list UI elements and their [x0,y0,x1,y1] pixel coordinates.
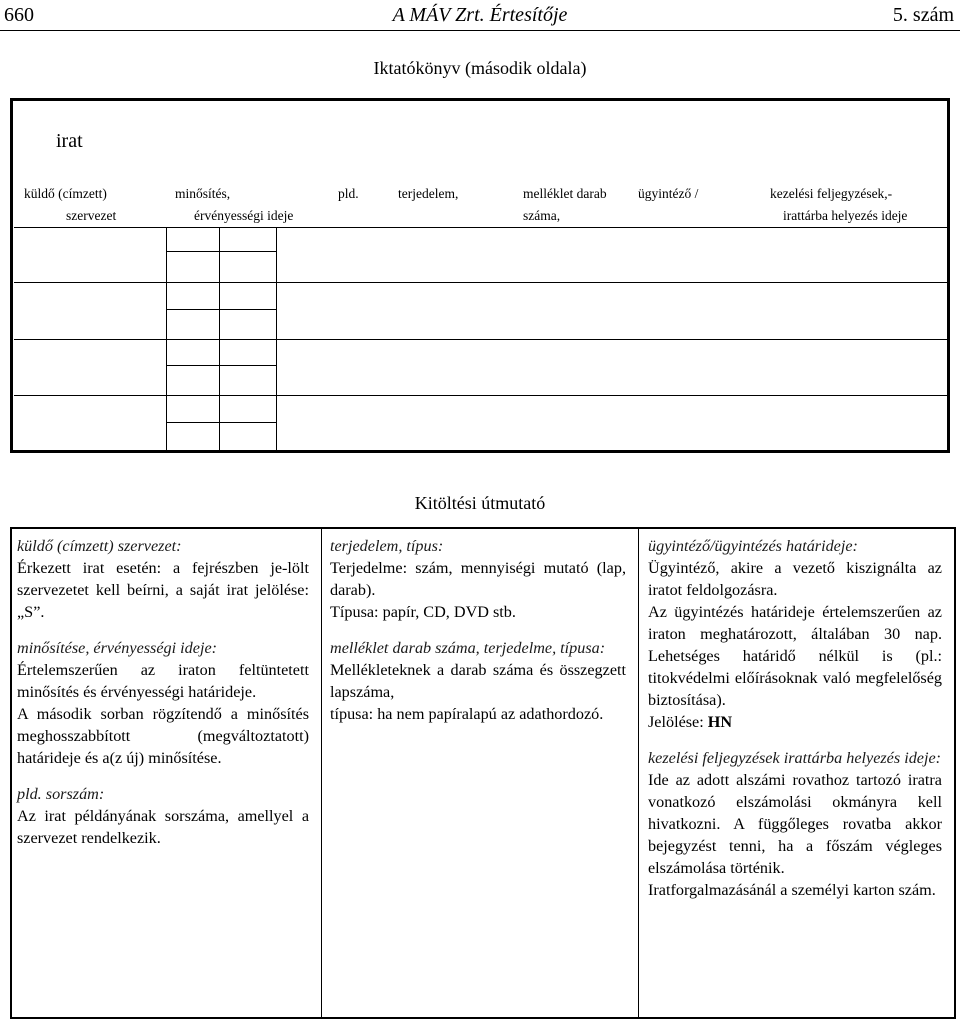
guide-heading: ügyintéző/ügyintézés határideje: [648,537,858,555]
guide-paragraph: Érkezett irat esetén: a fejrészben je-lölt szervezetet kell beírni, a saját irat jelölése: „S”. [17,559,309,621]
form-row-line [14,395,948,396]
guide-paragraph: típusa: ha nem papíralapú az adathordozó. [330,705,604,723]
header-rule [0,30,960,31]
page-number: 660 [4,4,34,26]
page-subtitle: Iktatókönyv (második oldala) [373,58,587,78]
guide-column-2 [330,535,626,725]
column-header-pld: pld. [338,186,359,201]
guide-paragraph: Mellékleteknek a darab száma és összegzett lapszáma, [330,661,626,701]
guide-column-divider [321,527,322,1019]
guide-heading: pld. sorszám: [17,785,105,803]
guide-heading: minősítése, érvényességi ideje: [17,639,218,657]
guide-paragraph: Az ügyintézés határideje értelemszerűen az iraton meghatározott, általában 30 nap. Lehetséges határidő nélkül is (pl.: titokvédelmi előírásoknak való megfelelőség biztosítása). [648,603,942,709]
register-form [10,98,950,453]
guide-paragraph: Ide az adott alszámi rovathoz tartozó iratra vonatkozó elszámolási okmányra kell hivatkozni. A függőleges rovatba akkor bejegyzést tenni, ha a főszám végleges elszámolása történik. [648,771,942,877]
column-header-minosites: minősítés, érvényességi ideje [175,186,294,223]
guide-paragraph: Iratforgalmazásánál a személyi karton szám. [648,881,936,899]
form-row-line [166,251,276,252]
form-row-line [166,365,276,366]
column-header-terjedelem: terjedelem, [398,186,459,201]
irat-label: irat [56,130,83,152]
guide-column-1 [17,535,309,849]
journal-title: A MÁV Zrt. Értesítője [392,4,568,26]
guide-paragraph: Terjedelme: szám, mennyiségi mutató (lap, darab). [330,559,626,599]
guide-column-divider [638,527,639,1019]
form-row-line [166,422,276,423]
guide-paragraph [648,711,942,733]
form-row-line [14,339,948,340]
guide-heading: küldő (címzett) szervezet: [17,537,182,555]
guide-column-3 [648,535,942,901]
marking-code: HN [707,713,733,731]
guide-heading: melléklet darab száma, terjedelme, típusa: [330,639,606,657]
guide-paragraph: Értelemszerűen az iraton feltüntetett minősítés és érvényességi határideje. [17,661,309,701]
guide-paragraph: A második sorban rögzítendő a minősítés meghosszabbított (megváltoztatott) határideje és a(z új) minősítése. [17,705,309,767]
guide-paragraph: Az irat példányának sorszáma, amellyel a szervezet rendelkezik. [17,807,309,847]
guide-paragraph: Ügyintéző, akire a vezető kiszignálta az iratot feldolgozásra. [648,559,942,599]
guide-heading: kezelési feljegyzések irattárba helyezés ideje: [648,749,942,767]
guide-title: Kitöltési útmutató [414,493,546,513]
column-header-kezelesi: kezelési feljegyzések,- irattárba helyezés ideje [770,186,908,223]
column-header-ugyintezo: ügyintéző / [638,186,699,201]
column-header-melleklet: melléklet darab száma, [523,186,607,223]
form-row-line [166,309,276,310]
marking-label: Jelölése: [648,713,708,731]
column-header-kuldo: küldő (címzett) szervezet [24,186,117,223]
issue-number: 5. szám [892,4,954,26]
guide-paragraph: Típusa: papír, CD, DVD stb. [330,603,516,621]
guide-heading: terjedelem, típus: [330,537,444,555]
form-row-line [14,227,948,228]
form-row-line [14,282,948,283]
